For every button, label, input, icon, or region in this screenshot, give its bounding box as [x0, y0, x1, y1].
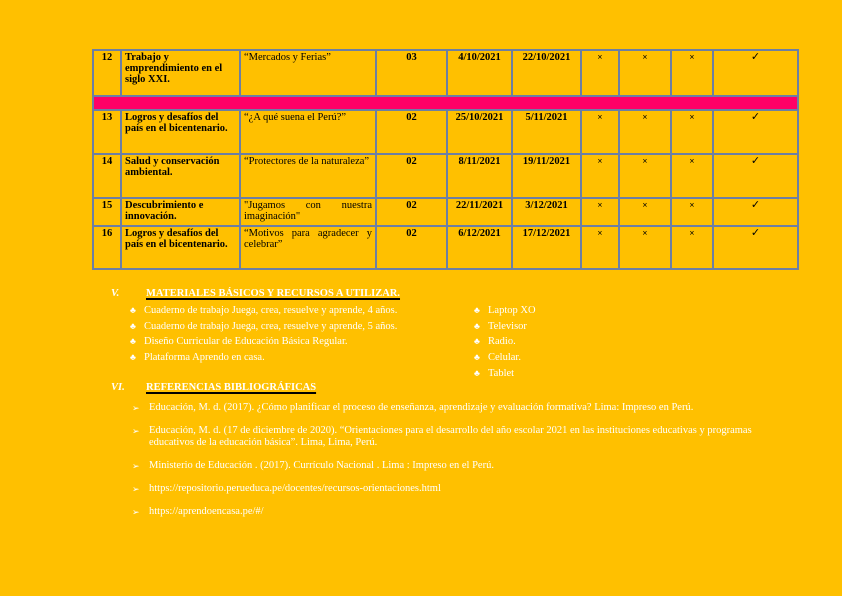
- cross-icon: ×: [581, 198, 619, 226]
- unit-situation: Trabajo y emprendimiento en el siglo XXI.: [121, 50, 240, 96]
- cross-icon: ×: [619, 50, 671, 96]
- unit-title: “Motivos para agradecer y celebrar”: [240, 226, 376, 269]
- arrow-bullet-icon: ➢: [132, 426, 140, 436]
- separator-row: [93, 96, 798, 110]
- unit-situation: Descubrimiento e innovación.: [121, 198, 240, 226]
- cross-icon: ×: [671, 154, 713, 198]
- club-bullet-icon: ♣: [130, 336, 136, 347]
- table-row: [93, 198, 798, 226]
- unit-situation: Logros y desafíos del país en el bicentenario.: [121, 226, 240, 269]
- cross-icon: ×: [581, 50, 619, 96]
- cross-icon: ×: [581, 110, 619, 154]
- cross-icon: ×: [671, 198, 713, 226]
- reference-item: ➢ Educación, M. d. (17 de diciembre de 2020). “Orientaciones para el desarrollo del año escolar 2021 en las instituciones educativas y programas educativos de la educación básica”. Lima, Lima, Perú.: [132, 425, 752, 448]
- arrow-bullet-icon: ➢: [132, 461, 140, 471]
- list-item: ♣ Plataforma Aprendo en casa.: [130, 350, 397, 366]
- schedule-table: [92, 49, 799, 270]
- unit-situation: Salud y conservación ambiental.: [121, 154, 240, 198]
- unit-number: 14: [93, 154, 121, 198]
- cross-icon: ×: [671, 50, 713, 96]
- end-date: 3/12/2021: [512, 198, 581, 226]
- arrow-bullet-icon: ➢: [132, 507, 140, 517]
- reference-link[interactable]: ➢ https://aprendoencasa.pe/#/: [132, 506, 264, 517]
- end-date: 5/11/2021: [512, 110, 581, 154]
- cross-icon: ×: [671, 110, 713, 154]
- unit-title: “¿A qué suena el Perú?”: [240, 110, 376, 154]
- list-item: ♣ Tablet: [474, 366, 536, 382]
- unit-number: 13: [93, 110, 121, 154]
- cross-icon: ×: [619, 198, 671, 226]
- club-bullet-icon: ♣: [130, 320, 136, 331]
- reference-item: ➢ Educación, M. d. (2017). ¿Cómo planificar el proceso de enseñanza, aprendizaje y evaluación formativa? Lima: Impreso en Perú.: [132, 402, 694, 413]
- check-icon: ✓: [713, 50, 798, 96]
- end-date: 19/11/2021: [512, 154, 581, 198]
- club-bullet-icon: ♣: [474, 336, 480, 347]
- start-date: 25/10/2021: [447, 110, 512, 154]
- cross-icon: ×: [581, 154, 619, 198]
- arrow-bullet-icon: ➢: [132, 484, 140, 494]
- section-numeral: V.: [111, 288, 120, 299]
- club-bullet-icon: ♣: [474, 320, 480, 331]
- unit-weeks: 02: [376, 110, 447, 154]
- club-bullet-icon: ♣: [474, 352, 480, 363]
- cross-icon: ×: [671, 226, 713, 269]
- reference-link[interactable]: ➢ https://repositorio.perueduca.pe/docentes/recursos-orientaciones.html: [132, 483, 441, 494]
- unit-weeks: 03: [376, 50, 447, 96]
- section-title: MATERIALES BÁSICOS Y RECURSOS A UTILIZAR.: [146, 288, 401, 299]
- club-bullet-icon: ♣: [130, 352, 136, 363]
- list-item: ♣ Diseño Curricular de Educación Básica Regular.: [130, 334, 397, 350]
- end-date: 17/12/2021: [512, 226, 581, 269]
- unit-situation: Logros y desafíos del país en el bicentenario.: [121, 110, 240, 154]
- cross-icon: ×: [581, 226, 619, 269]
- unit-weeks: 02: [376, 198, 447, 226]
- list-item: ♣ Radio.: [474, 334, 536, 350]
- club-bullet-icon: ♣: [474, 305, 480, 315]
- start-date: 4/10/2021: [447, 50, 512, 96]
- start-date: 22/11/2021: [447, 198, 512, 226]
- reference-item: ➢ Ministerio de Educación . (2017). Currículo Nacional . Lima : Impreso en el Perú.: [132, 460, 494, 471]
- unit-weeks: 02: [376, 226, 447, 269]
- start-date: 8/11/2021: [447, 154, 512, 198]
- unit-number: 16: [93, 226, 121, 269]
- list-item: ♣ Cuaderno de trabajo Juega, crea, resuelve y aprende, 4 años.: [130, 303, 397, 319]
- cross-icon: ×: [619, 154, 671, 198]
- table-row: [93, 50, 798, 96]
- section-title: REFERENCIAS BIBLIOGRÁFICAS: [146, 382, 317, 393]
- club-bullet-icon: ♣: [130, 305, 136, 315]
- resources-list: [474, 303, 536, 382]
- table-row: [93, 154, 798, 198]
- unit-number: 12: [93, 50, 121, 96]
- unit-weeks: 02: [376, 154, 447, 198]
- check-icon: ✓: [713, 110, 798, 154]
- list-item: ♣ Laptop XO: [474, 303, 536, 319]
- check-icon: ✓: [713, 198, 798, 226]
- club-bullet-icon: ♣: [474, 367, 480, 378]
- list-item: ♣ Celular.: [474, 350, 536, 366]
- cross-icon: ×: [619, 110, 671, 154]
- unit-title: “Mercados y Ferias”: [240, 50, 376, 96]
- list-item: ♣ Cuaderno de trabajo Juega, crea, resuelve y aprende, 5 años.: [130, 319, 397, 335]
- unit-number: 15: [93, 198, 121, 226]
- list-item: ♣ Televisor: [474, 319, 536, 335]
- start-date: 6/12/2021: [447, 226, 512, 269]
- arrow-bullet-icon: ➢: [132, 403, 140, 413]
- section-numeral: VI.: [111, 382, 125, 393]
- unit-title: “Protectores de la naturaleza”: [240, 154, 376, 198]
- materials-list: [130, 303, 397, 366]
- unit-title: "Jugamos con nuestra imaginación": [240, 198, 376, 226]
- references-list: [132, 402, 792, 529]
- cross-icon: ×: [619, 226, 671, 269]
- check-icon: ✓: [713, 226, 798, 269]
- table-row: [93, 110, 798, 154]
- table-row: [93, 226, 798, 269]
- end-date: 22/10/2021: [512, 50, 581, 96]
- check-icon: ✓: [713, 154, 798, 198]
